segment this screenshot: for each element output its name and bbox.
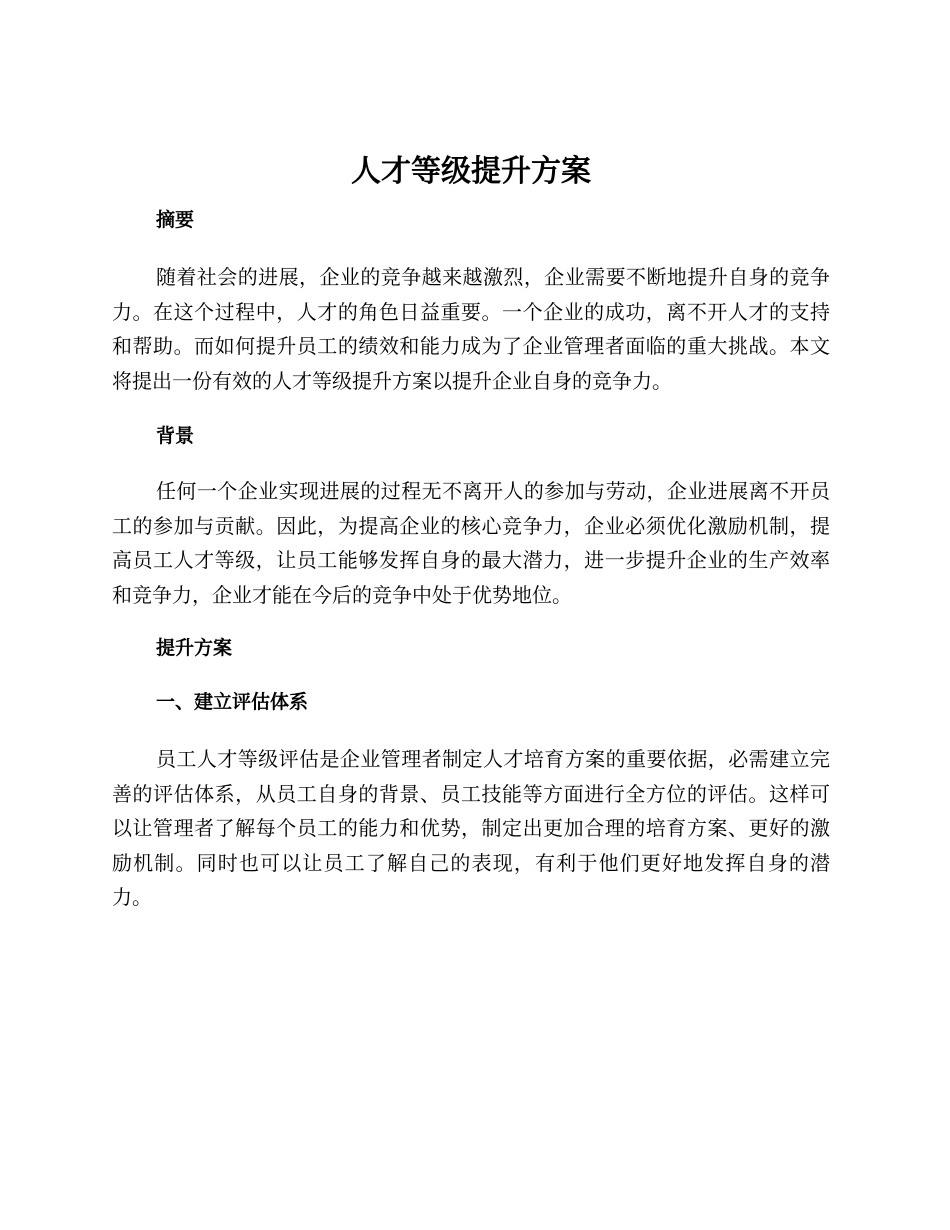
- abstract-paragraph: 随着社会的进展，企业的竞争越来越激烈，企业需要不断地提升自身的竞争力。在这个过程中，人才的角色日益重要。一个企业的成功，离不开人才的支持和帮助。而如何提升员工的绩效和能力成为了企业管理者面临的重大挑战。本文将提出一份有效的人才等级提升方案以提升企业自身的竞争力。: [112, 265, 830, 393]
- background-paragraph: 任何一个企业实现进展的过程无不离开人的参加与劳动，企业进展离不开员工的参加与贡献。因此，为提高企业的核心竞争力，企业必须优化激励机制，提高员工人才等级，让员工能够发挥自身的最大潜力，进一步提升企业的生产效率和竞争力，企业才能在今后的竞争中处于优势地位。: [112, 479, 830, 607]
- background-heading: 背景: [156, 425, 195, 447]
- plan-heading: 提升方案: [156, 637, 233, 659]
- abstract-heading: 摘要: [156, 209, 195, 231]
- evaluation-system-heading: 一、建立评估体系: [156, 691, 309, 713]
- evaluation-system-paragraph: 员工人才等级评估是企业管理者制定人才培育方案的重要依据，必需建立完善的评估体系，从员工自身的背景、员工技能等方面进行全方位的评估。这样可以让管理者了解每个员工的能力和优势，制定出更加合理的培育方案、更好的激励机制。同时也可以让员工了解自己的表现，有利于他们更好地发挥自身的潜力。: [112, 747, 830, 909]
- document-page: [112, 150, 830, 915]
- document-title: 人才等级提升方案: [351, 154, 591, 189]
